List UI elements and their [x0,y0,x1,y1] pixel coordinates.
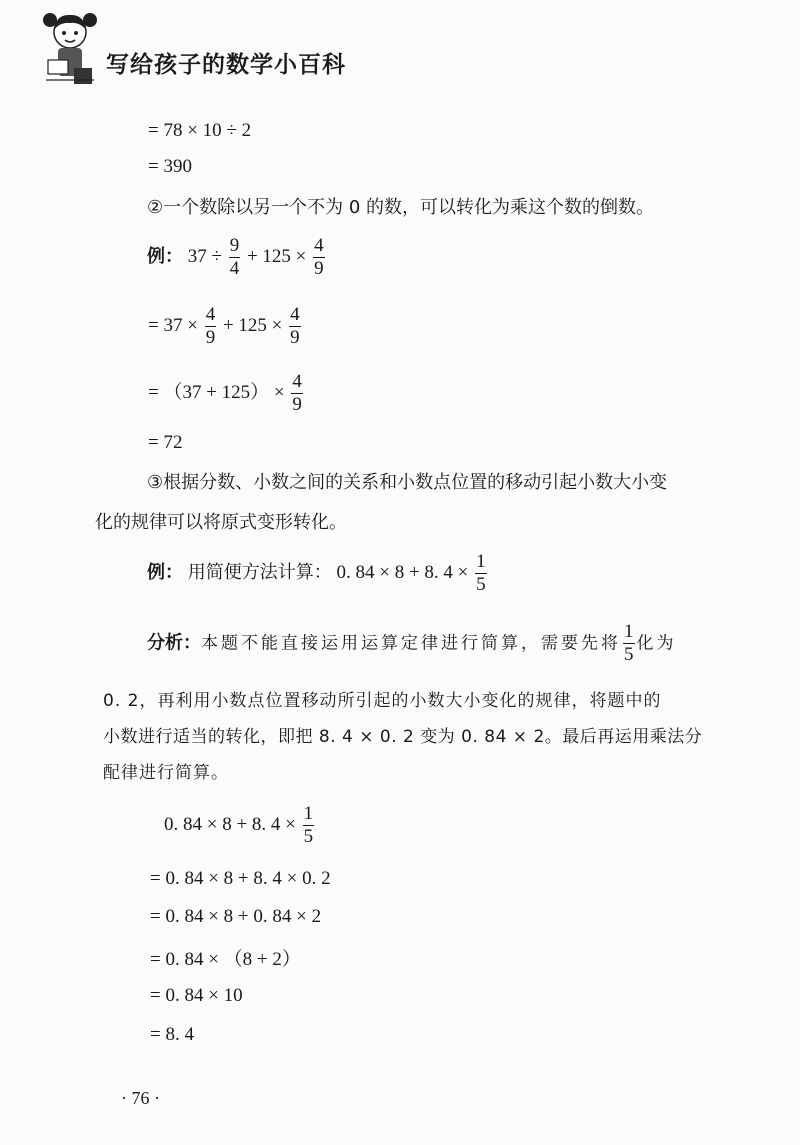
math-text: = 37 × [148,314,198,336]
numerator: 4 [314,235,324,256]
analysis-label: 分析： [147,632,201,654]
math-line: = 78 × 10 ÷ 2 [148,120,252,141]
example-2 [147,552,489,595]
numerator: 1 [303,803,314,824]
page-number: · 76 · [121,1088,160,1108]
numerator: 4 [290,304,300,325]
fraction [623,622,635,665]
rule-3-line-2: 化的规律可以将原式变形转化。 [95,512,347,533]
example-label: 例： [147,245,183,267]
analysis-line-4: 配律进行简算。 [103,763,229,783]
rule-2: ②一个数除以另一个不为 0 的数，可以转化为乘这个数的倒数。 [147,197,655,218]
math-line [148,372,305,415]
math-line: = 0. 84 × （8 + 2） [150,949,301,970]
girl-mascot-icon [40,8,100,88]
fraction [303,804,315,847]
fraction [291,372,303,415]
denominator: 5 [303,825,314,847]
math-line [164,804,316,847]
analysis-text: 本题不能直接运用运算定律进行简算，需要先将 [201,633,621,654]
fraction [313,236,325,279]
fraction [229,236,241,279]
math-text: = （37 + 125） × [148,381,285,403]
numerator: 4 [292,371,302,392]
header-title: 写给孩子的数学小百科 [106,52,346,78]
example-label: 例： [147,561,183,583]
math-line: = 8. 4 [150,1024,194,1045]
math-line [148,305,303,348]
math-line: = 0. 84 × 10 [150,985,243,1006]
math-line: = 0. 84 × 8 + 0. 84 × 2 [150,906,322,927]
denominator: 9 [292,393,302,415]
denominator: 9 [314,257,324,279]
denominator: 9 [205,326,216,348]
denominator: 9 [290,326,300,348]
numerator: 4 [205,304,216,325]
analysis-line-1 [147,622,677,665]
example-1 [147,236,327,279]
analysis-text: 化为 [636,633,677,654]
math-text: 37 ÷ [187,245,222,267]
math-text: 0. 84 × 8 + 8. 4 × [164,813,296,835]
example-text: 用简便方法计算： [187,561,332,583]
analysis-line-3: 小数进行适当的转化，即把 8. 4 × 0. 2 变为 0. 84 × 2。最后再运用乘法分 [103,727,703,747]
fraction [475,552,487,595]
analysis-line-2: 0. 2，再利用小数点位置移动所引起的小数大小变化的规律，将题中的 [103,691,662,711]
denominator: 5 [624,643,634,665]
denominator: 4 [229,257,240,279]
math-line: = 0. 84 × 8 + 8. 4 × 0. 2 [150,868,331,889]
numerator: 9 [229,235,240,256]
math-text: 0. 84 × 8 + 8. 4 × [336,561,469,583]
math-line: = 72 [148,432,183,453]
rule-3-line-1: ③根据分数、小数之间的关系和小数点位置的移动引起小数大小变 [147,472,668,493]
math-text: + 125 × [246,245,307,267]
numerator: 1 [624,621,634,642]
denominator: 5 [476,573,486,595]
numerator: 1 [476,551,486,572]
fraction [289,305,301,348]
math-text: + 125 × [222,314,283,336]
fraction [205,305,217,348]
math-line: = 390 [148,156,192,177]
